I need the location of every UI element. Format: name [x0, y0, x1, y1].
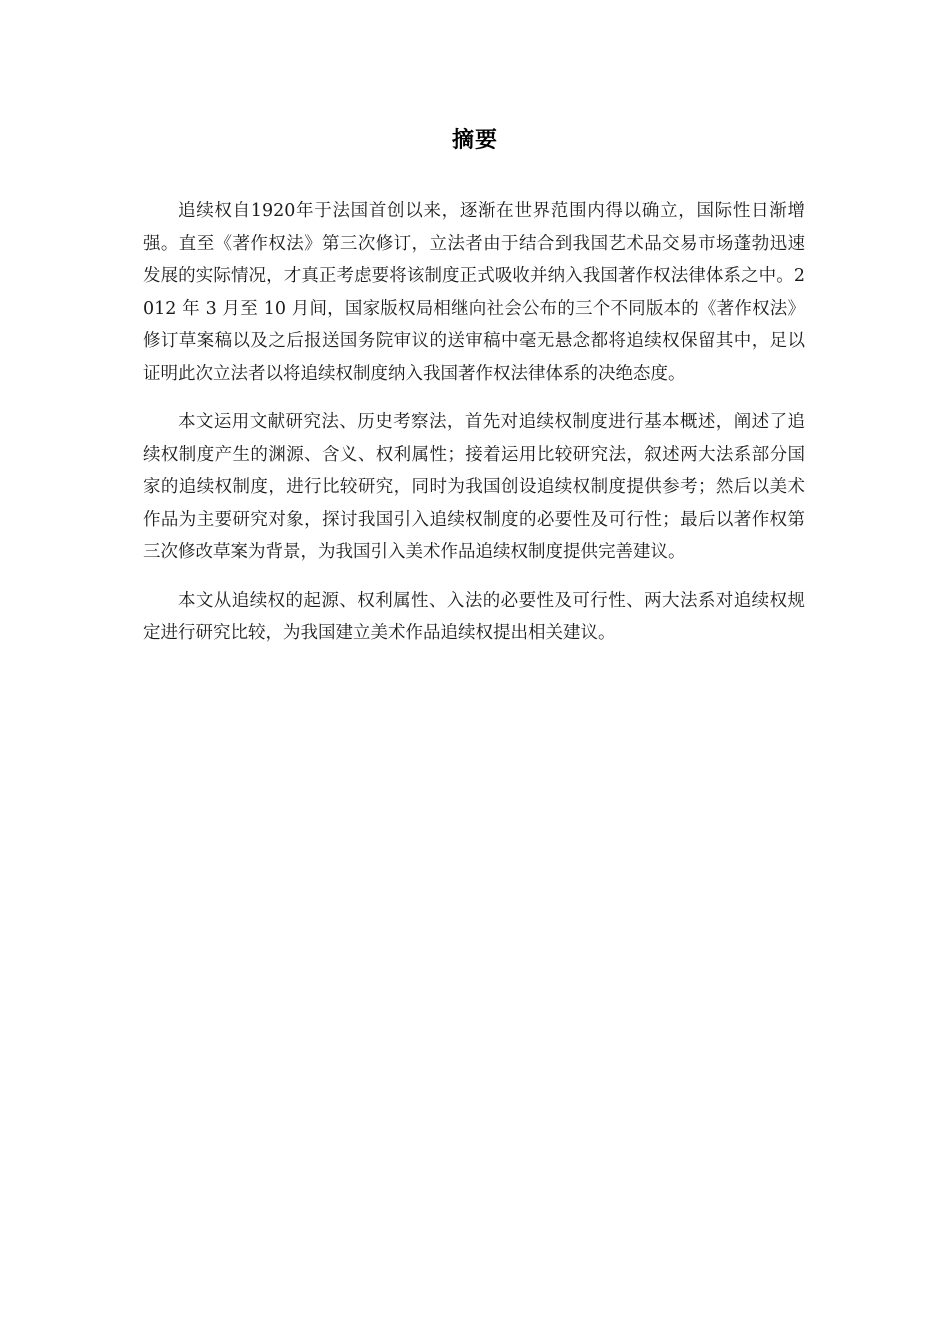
page-title: 摘要 — [451, 128, 498, 153]
abstract-body — [143, 195, 805, 666]
abstract-paragraph-3: 本文从追续权的起源、权利属性、入法的必要性及可行性、两大法系对追续权规定进行研究比较，为我国建立美术作品追续权提出相关建议。 — [143, 590, 805, 643]
abstract-paragraph-1: 追续权自1920年于法国首创以来，逐渐在世界范围内得以确立，国际性日渐增强。直至《著作权法》第三次修订，立法者由于结合到我国艺术品交易市场蓬勃迅速发展的实际情况，才真正考虑要将该制度正式吸收并纳入我国著作权法律体系之中。2012 年 3 月至 10 月间，国家版权局相继向社会公布的三个不同版本的《著作权法》修订草案稿以及之后报送国务院审议的送审稿中毫无悬念都将追续权保留其中，足以证明此次立法者以将追续权制度纳入我国著作权法律体系的决绝态度。 — [143, 201, 805, 384]
abstract-paragraph-2: 本文运用文献研究法、历史考察法，首先对追续权制度进行基本概述，阐述了追续权制度产生的渊源、含义、权利属性；接着运用比较研究法，叙述两大法系部分国家的追续权制度，进行比较研究，同时为我国创设追续权制度提供参考；然后以美术作品为主要研究对象，探讨我国引入追续权制度的必要性及可行性；最后以著作权第三次修改草案为背景，为我国引入美术作品追续权制度提供完善建议。 — [143, 412, 805, 562]
